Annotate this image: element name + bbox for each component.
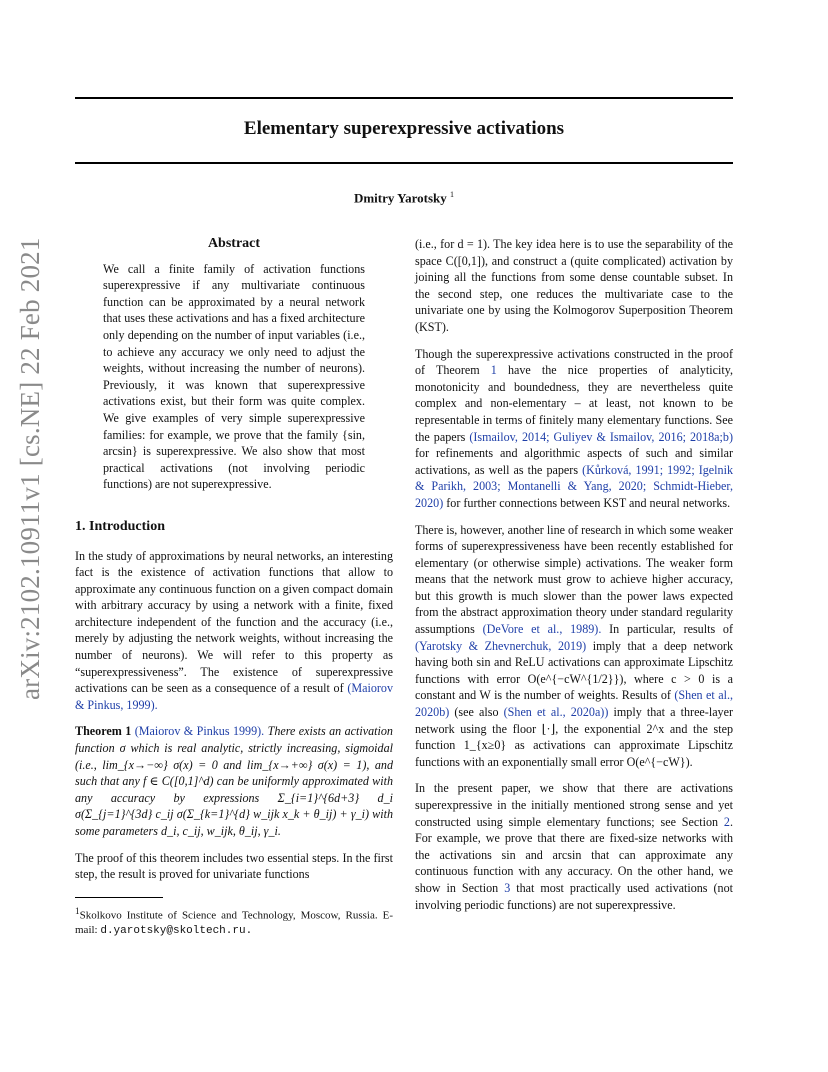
- citation-link[interactable]: (Ismailov, 2014; Guliyev & Ismailov, 2016; 2018a;b): [469, 429, 733, 444]
- citation-link[interactable]: (Maiorov & Pinkus, 1999).: [75, 681, 393, 712]
- arxiv-stamp: arXiv:2102.10911v1 [cs.NE] 22 Feb 2021: [15, 237, 45, 700]
- citation-link[interactable]: (DeVore et al., 1989).: [482, 622, 602, 637]
- intro-paragraph-1: In the study of approximations by neural networks, an interesting fact is the existence of activation functions that allow to approximate any continuous function on a given compact domain with arbitrary accuracy by using a network with a finite, fixed architecture independent of the function and the accuracy (i.e., merely by adjusting the network weights, without increasing the number of neurons). We will refer to this property as “superexpressiveness”. The existence of superexpressive activations can be seen as a consequence of a result of (Maiorov & Pinkus, 1999).: [75, 548, 393, 712]
- left-column: [75, 236, 393, 939]
- right-paragraph-3: There is, however, another line of research in which some weaker forms of superexpressiveness have been recently established for elementary (or otherwise simple) activations. The weaker form means that the network must grow to achieve higher accuracy, but this growth is much slower than the power laws expected from the abstract approximation theory under standard regularity assumptions (DeVore et al., 1989). In particular, results of (Yarotsky & Zhevnerchuk, 2019) imply that a deep network having both sin and ReLU activations can approximate Lipschitz functions with error O(e^{−cW^{1/2}}), where c > 0 is a constant and W is the number of weights. Results of (Shen et al., 2020b) (see also (Shen et al., 2020a)) imply that a three-layer network using the floor ⌊·⌋, the exponential 2^x and the step function 1_{x≥0} as activations can approximate Lipschitz functions with an exponentially small error O(e^{−cW}).: [415, 522, 734, 769]
- section-ref-link[interactable]: 2: [723, 814, 730, 829]
- intro-paragraph-2: The proof of this theorem includes two essential steps. In the first step, the result is proved for univariate functions: [75, 850, 393, 882]
- footnote-rule: [75, 897, 163, 898]
- theorem-citation-link[interactable]: (Maiorov & Pinkus 1999).: [134, 724, 265, 739]
- right-paragraph-1: (i.e., for d = 1). The key idea here is to use the separability of the space C([0,1]), and construct a (quite complicated) activation by joining all the functions from some dense countable subset. In the second step, one reduces the multivariate case to the univariate one by using the Kolmogorov Superposition Theorem (KST).: [415, 237, 733, 334]
- right-paragraph-4: In the present paper, we show that there are activations superexpressive in the initially mentioned strong sense and yet constructed using simple elementary functions; see Section 2. For example, we prove that there are fixed-size networks with the activations sin and arcsin that can approximate any continuous function with any accuracy. On the other hand, we show in Section 3 that most practically used activations (not involving periodic functions) are not superexpressive.: [415, 781, 733, 912]
- top-rule: [75, 97, 733, 99]
- author-line: [75, 190, 733, 206]
- citation-link[interactable]: (Shen et al., 2020b): [415, 688, 733, 720]
- theorem-label: Theorem 1: [75, 724, 132, 739]
- right-column: [415, 236, 733, 923]
- citation-link[interactable]: (Kůrková, 1991; 1992; Igelnik & Parikh, 2003; Montanelli & Yang, 2020; Schmidt-Hieber, 2020): [415, 462, 733, 510]
- bottom-rule: [75, 162, 733, 164]
- abstract-heading: Abstract: [207, 236, 261, 251]
- abstract-text: We call a finite family of activation functions superexpressive if any multivariate continuous function can be approximated by a neural network that uses these activations and has a fixed architecture only depending on the number of input variables (i.e., to achieve any accuracy we only need to adjust the weights, without increasing the number of neurons). Previously, it was known that superexpressive activations exist, but their form was quite complex. We give examples of very simple superexpressive families: for example, we prove that the family {sin, arcsin} is superexpressive. We also show that most practical activations (not involving periodic functions) are not superexpressive.: [103, 261, 365, 492]
- citation-link[interactable]: (Yarotsky & Zhevnerchuk, 2019): [415, 638, 587, 653]
- author-name: Dmitry Yarotsky: [353, 190, 447, 206]
- section-ref-link[interactable]: 3: [504, 880, 511, 895]
- theorem-1: [75, 723, 393, 839]
- right-paragraph-2: Though the superexpressive activations constructed in the proof of Theorem 1 have the nice properties of analyticity, monotonicity and boundedness, they are nevertheless quite complex and non-elementary – at least, not known to be representable in terms of finitely many elementary functions. See the papers (Ismailov, 2014; Guliyev & Ismailov, 2016; 2018a;b) for refinements and algorithmic aspects of such and similar activations, as well as the papers (Kůrková, 1991; 1992; Igelnik & Parikh, 2003; Montanelli & Yang, 2020; Schmidt-Hieber, 2020) for further connections between KST and neural networks.: [415, 346, 734, 510]
- author-footnote-mark: 1: [450, 190, 455, 199]
- theorem-statement: There exists an activation function σ which is real analytic, strictly increasing, sigmoidal (i.e., lim_{x→−∞} σ(x) = 0 and lim_{x→+∞} σ(x) = 1), and such that any f ∈ C([0,1]^d) can be uniformly approximated with any accuracy by expressions Σ_{i=1}^{6d+3} d_i σ(Σ_{j=1}^{3d} c_ij σ(Σ_{k=1}^{d} w_ijk x_k + θ_ij) + γ_i) with some parameters d_i, c_ij, w_ijk, θ_ij, γ_i.: [75, 724, 393, 838]
- author-email[interactable]: d.yarotsky@skoltech.ru.: [100, 925, 253, 938]
- theorem-ref-link[interactable]: 1: [490, 363, 497, 378]
- section-heading-introduction: 1. Introduction: [75, 518, 165, 534]
- footnote: $^1$Skolkovo Institute of Science and Technology, Moscow, Russia. E-mail: d.yarotsky@skoltech.ru.: [75, 905, 393, 938]
- paper-title: Elementary superexpressive activations: [243, 118, 565, 139]
- citation-link[interactable]: (Shen et al., 2020a)): [503, 705, 609, 720]
